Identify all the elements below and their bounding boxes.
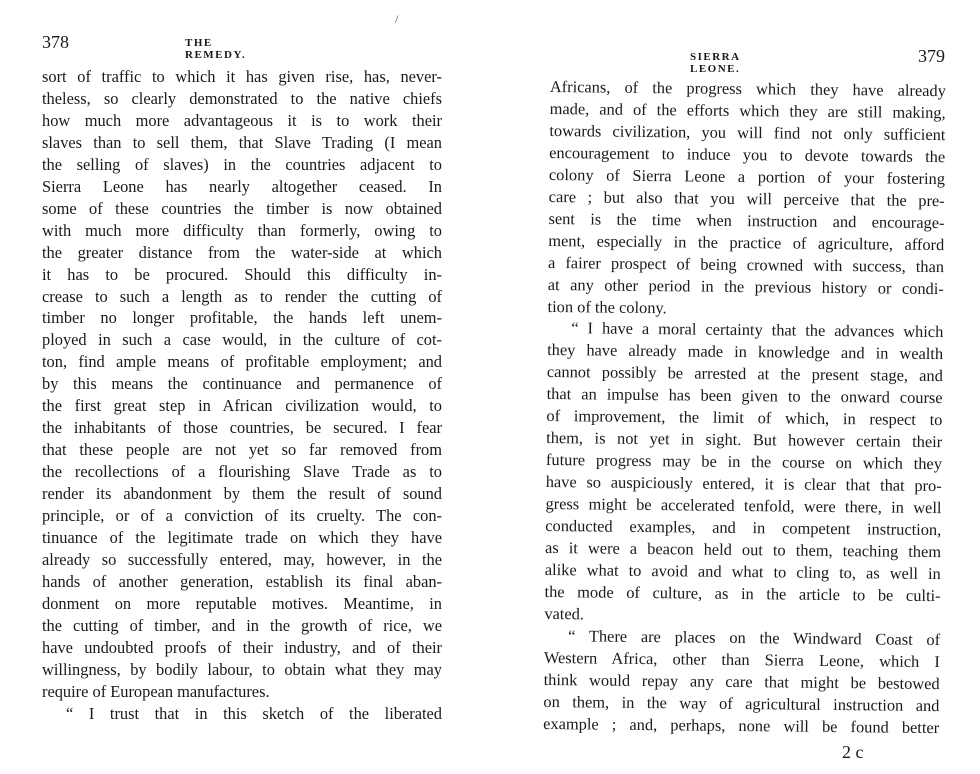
text-line: Western Africa, other than Sierra Leone, which I xyxy=(543,647,940,671)
page-number-right: 379 xyxy=(918,46,945,66)
text-line: the inhabitants of those countries, be secured. I fear xyxy=(42,418,442,438)
text-line: crease to such a length as to render the cutting of xyxy=(42,286,442,306)
text-line: vated. xyxy=(544,603,585,624)
text-line: have so auspiciously entered, it is clear that that pro- xyxy=(545,472,942,496)
text-line: encouragement to induce you to devote towards the xyxy=(549,142,946,167)
text-line: tinuance of the legitimate trade on which they have xyxy=(42,528,442,548)
text-line: they have already made in knowledge and in wealth xyxy=(547,340,944,364)
text-line: the recollections of a flourishing Slave Trade as to xyxy=(42,462,442,482)
text-line: example ; and, perhaps, none will be found better xyxy=(543,713,940,737)
text-line: slaves than to sell them, that Slave Trading (I mean xyxy=(42,132,442,152)
text-line: the selling of slaves) in the countries adjacent to xyxy=(42,154,442,174)
text-line: alike what to avoid and what to cling to, as well in xyxy=(544,559,941,584)
text-line: render its abandonment by them the result of sound xyxy=(42,484,442,504)
text-line: the mode of culture, as in the article to be culti- xyxy=(544,581,941,606)
running-head-left: THE REMEDY. xyxy=(185,37,247,61)
text-line: sort of traffic to which it has given rise, has, never- xyxy=(42,67,442,86)
right-page-text xyxy=(543,76,946,739)
text-line: think would repay any care that might be bestowed xyxy=(543,669,940,693)
text-line: that these people are not yet so far removed from xyxy=(42,440,442,460)
text-line: ment, especially in the practice of agriculture, afford xyxy=(548,230,945,254)
text-line: at any other period in the previous history or condi- xyxy=(547,274,944,298)
text-line: it has to be procured. Should this difficulty in- xyxy=(42,264,442,284)
text-line: by this means the continuance and permanence of xyxy=(42,374,442,394)
text-line: colony of Sierra Leone a portion of your fostering xyxy=(548,164,946,188)
text-line: “ There are places on the Windward Coast of xyxy=(568,626,941,649)
text-line: towards civilization, you will find not only sufficient xyxy=(549,120,946,145)
text-line: have undoubted proofs of their industry, and of their xyxy=(42,637,442,657)
text-line: timber no longer profitable, the hands left unem- xyxy=(42,308,442,328)
text-line: willingness, by bodily labour, to obtain what they may xyxy=(42,659,442,679)
text-line: the greater distance from the water-side at which xyxy=(42,242,442,262)
text-line: conducted examples, and in competent instruction, xyxy=(545,516,942,540)
text-line: the cutting of timber, and in the growth of rice, we xyxy=(42,615,442,635)
text-line: Sierra Leone has nearly altogether ceased. In xyxy=(42,176,442,196)
text-line: gress might be accelerated tenfold, were there, in well xyxy=(545,494,942,518)
text-line: as it were a beacon held out to them, teaching them xyxy=(544,537,942,562)
text-line: hands of another generation, establish its final aban- xyxy=(42,571,442,591)
text-line: “ I trust that in this sketch of the liberated xyxy=(66,703,442,723)
text-line: ton, find ample means of profitable employment; and xyxy=(42,352,442,372)
text-line: require of European manufactures. xyxy=(42,681,270,701)
text-line: that an impulse has been given to the onward course xyxy=(546,384,943,408)
text-line: sent is the time when instruction and encourage- xyxy=(548,208,945,232)
left-page-text xyxy=(42,66,442,725)
text-line: ployed in such a case would, in the culture of cot- xyxy=(42,330,442,350)
text-line: already so successfully entered, may, however, in the xyxy=(42,549,442,569)
stray-mark: / xyxy=(395,12,399,26)
text-line: how much more advantageous it is to work their xyxy=(42,110,442,130)
text-line: care ; but also that you will perceive that the pre- xyxy=(548,186,945,210)
signature-mark: 2 c xyxy=(842,742,864,762)
text-line: future progress may be in the course on which they xyxy=(545,450,943,474)
running-head-right: SIERRA LEONE. xyxy=(690,51,741,75)
text-line: donment on more reputable motives. Meantime, in xyxy=(42,593,442,613)
text-line: them, is not yet in sight. But however certain their xyxy=(546,428,943,452)
text-line: Africans, of the progress which they have already xyxy=(549,76,946,101)
text-line: made, and of the efforts which they are still making, xyxy=(549,98,946,123)
text-line: cannot possibly be arrested at the present stage, and xyxy=(546,362,943,386)
text-line: a fairer prospect of being crowned with success, than xyxy=(547,252,945,276)
text-line: with much more difficulty than formerly, owing to xyxy=(42,220,442,240)
text-line: principle, or of a conviction of its cruelty. The con- xyxy=(42,506,442,526)
page-number-left: 378 xyxy=(42,32,69,52)
text-line: some of these countries the timber is now obtained xyxy=(42,198,442,218)
text-line: the first great step in African civilization would, to xyxy=(42,396,442,416)
right-page xyxy=(490,0,980,774)
text-line: theless, so clearly demonstrated to the native chiefs xyxy=(42,88,442,108)
text-line: “ I have a moral certainty that the advances which xyxy=(571,318,944,342)
text-line: on them, in the way of agricultural instruction and xyxy=(543,691,940,715)
text-line: tion of the colony. xyxy=(547,296,667,317)
text-line: of improvement, the limit of which, in respect to xyxy=(546,406,943,430)
